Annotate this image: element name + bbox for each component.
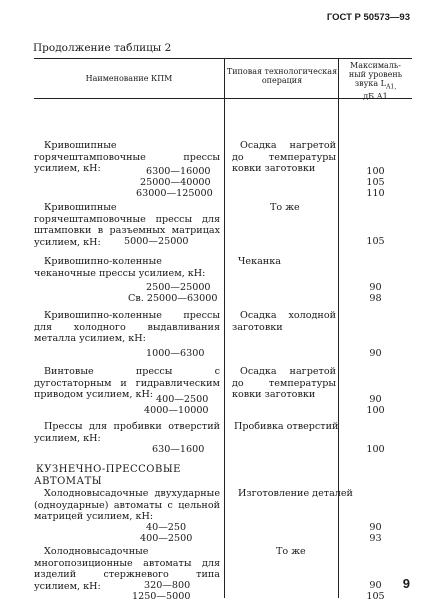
row-5-name: Винтовые прессы с дугостаторным и гидравлическим приводом усилием, кН: bbox=[34, 366, 220, 400]
row-1-value-1: 100 bbox=[366, 166, 385, 177]
row-3-sub-2: Св. 25000—63000 bbox=[128, 293, 218, 304]
row-4-value-1: 90 bbox=[369, 348, 382, 359]
row-7-sub-2: 400—2500 bbox=[140, 533, 193, 544]
row-5-sub-2: 4000—10000 bbox=[144, 405, 209, 416]
table-top-border bbox=[34, 58, 412, 59]
row-4-operation: Осадка холодной заготовки bbox=[232, 310, 336, 333]
column-divider-1 bbox=[224, 58, 225, 598]
row-2-name: Кривошипные горячештамповочные прессы для штамповки в разъемных матрицах усилием, кН: bbox=[34, 202, 220, 248]
row-8-name: Холодновысадочные многопозиционные автоматы для изделий стержневого типа усилием, кН: bbox=[34, 546, 220, 592]
row-6-sub-1: 630—1600 bbox=[152, 444, 205, 455]
row-8-value-2: 105 bbox=[366, 591, 385, 602]
page-number: 9 bbox=[402, 576, 410, 591]
document-code: ГОСТ Р 50573—93 bbox=[326, 12, 410, 23]
column-header-operation: Типовая технологическая операция bbox=[226, 67, 338, 85]
row-7-value-1: 90 bbox=[369, 522, 382, 533]
row-7-name: Холодновысадочные двухударные (одноударные) автоматы с цельной матрицей усилием, кН: bbox=[34, 488, 220, 522]
row-3-operation: Чеканка bbox=[238, 256, 281, 267]
row-1-value-2: 105 bbox=[366, 177, 385, 188]
row-7-sub-1: 40—250 bbox=[146, 522, 187, 533]
row-2-operation: То же bbox=[270, 202, 300, 213]
section-heading: КУЗНЕЧНО-ПРЕССОВЫЕ АВТОМАТЫ bbox=[34, 464, 181, 487]
row-1-name: Кривошипные горячештамповочные прессы усилием, кН: bbox=[34, 140, 220, 174]
column-header-name: Наименование КПМ bbox=[85, 74, 173, 83]
table-continuation-label: Продолжение таблицы 2 bbox=[33, 42, 172, 54]
row-7-operation: Изготовление деталей bbox=[238, 488, 353, 499]
row-5-operation: Осадка нагретой до температуры ковки заготовки bbox=[232, 366, 336, 400]
row-6-value-1: 100 bbox=[366, 444, 385, 455]
row-3-sub-1: 2500—25000 bbox=[146, 282, 211, 293]
row-1-sub-3: 63000—125000 bbox=[136, 188, 213, 199]
row-7-value-2: 93 bbox=[369, 533, 382, 544]
row-6-name: Прессы для пробивки отверстий усилием, кН: bbox=[34, 421, 220, 444]
noise-table bbox=[34, 58, 412, 602]
row-1-sub-2: 25000—40000 bbox=[140, 177, 211, 188]
column-header-level: Максималь- ный уровень звука $L_{А1,}$ дБ А1 bbox=[348, 61, 403, 101]
row-5-sub-1: 400—2500 bbox=[156, 394, 209, 405]
row-2-sub-1: 5000—25000 bbox=[124, 236, 189, 247]
row-8-operation: То же bbox=[276, 546, 306, 557]
row-8-sub-2: 1250—5000 bbox=[132, 591, 191, 602]
row-8-sub-1: 320—800 bbox=[144, 580, 191, 591]
row-8-value-1: 90 bbox=[369, 580, 382, 591]
row-4-name: Кривошипно-коленные прессы для холодного выдавливания металла усилием, кН: bbox=[34, 310, 220, 344]
row-4-sub-1: 1000—6300 bbox=[146, 348, 205, 359]
row-6-operation: Пробивка отверстий bbox=[234, 421, 339, 432]
row-5-value-1: 90 bbox=[369, 394, 382, 405]
row-3-value-1: 90 bbox=[369, 282, 382, 293]
row-3-name: Кривошипно-коленные чеканочные прессы усилием, кН: bbox=[34, 256, 206, 279]
row-1-operation: Осадка нагретой до температуры ковки заготовки bbox=[232, 140, 336, 174]
row-3-value-2: 98 bbox=[369, 293, 382, 304]
column-divider-2 bbox=[338, 58, 339, 598]
row-1-sub-1: 6300—16000 bbox=[146, 166, 211, 177]
row-1-value-3: 110 bbox=[366, 188, 385, 199]
row-5-value-2: 100 bbox=[366, 405, 385, 416]
row-2-value-1: 105 bbox=[366, 236, 385, 247]
